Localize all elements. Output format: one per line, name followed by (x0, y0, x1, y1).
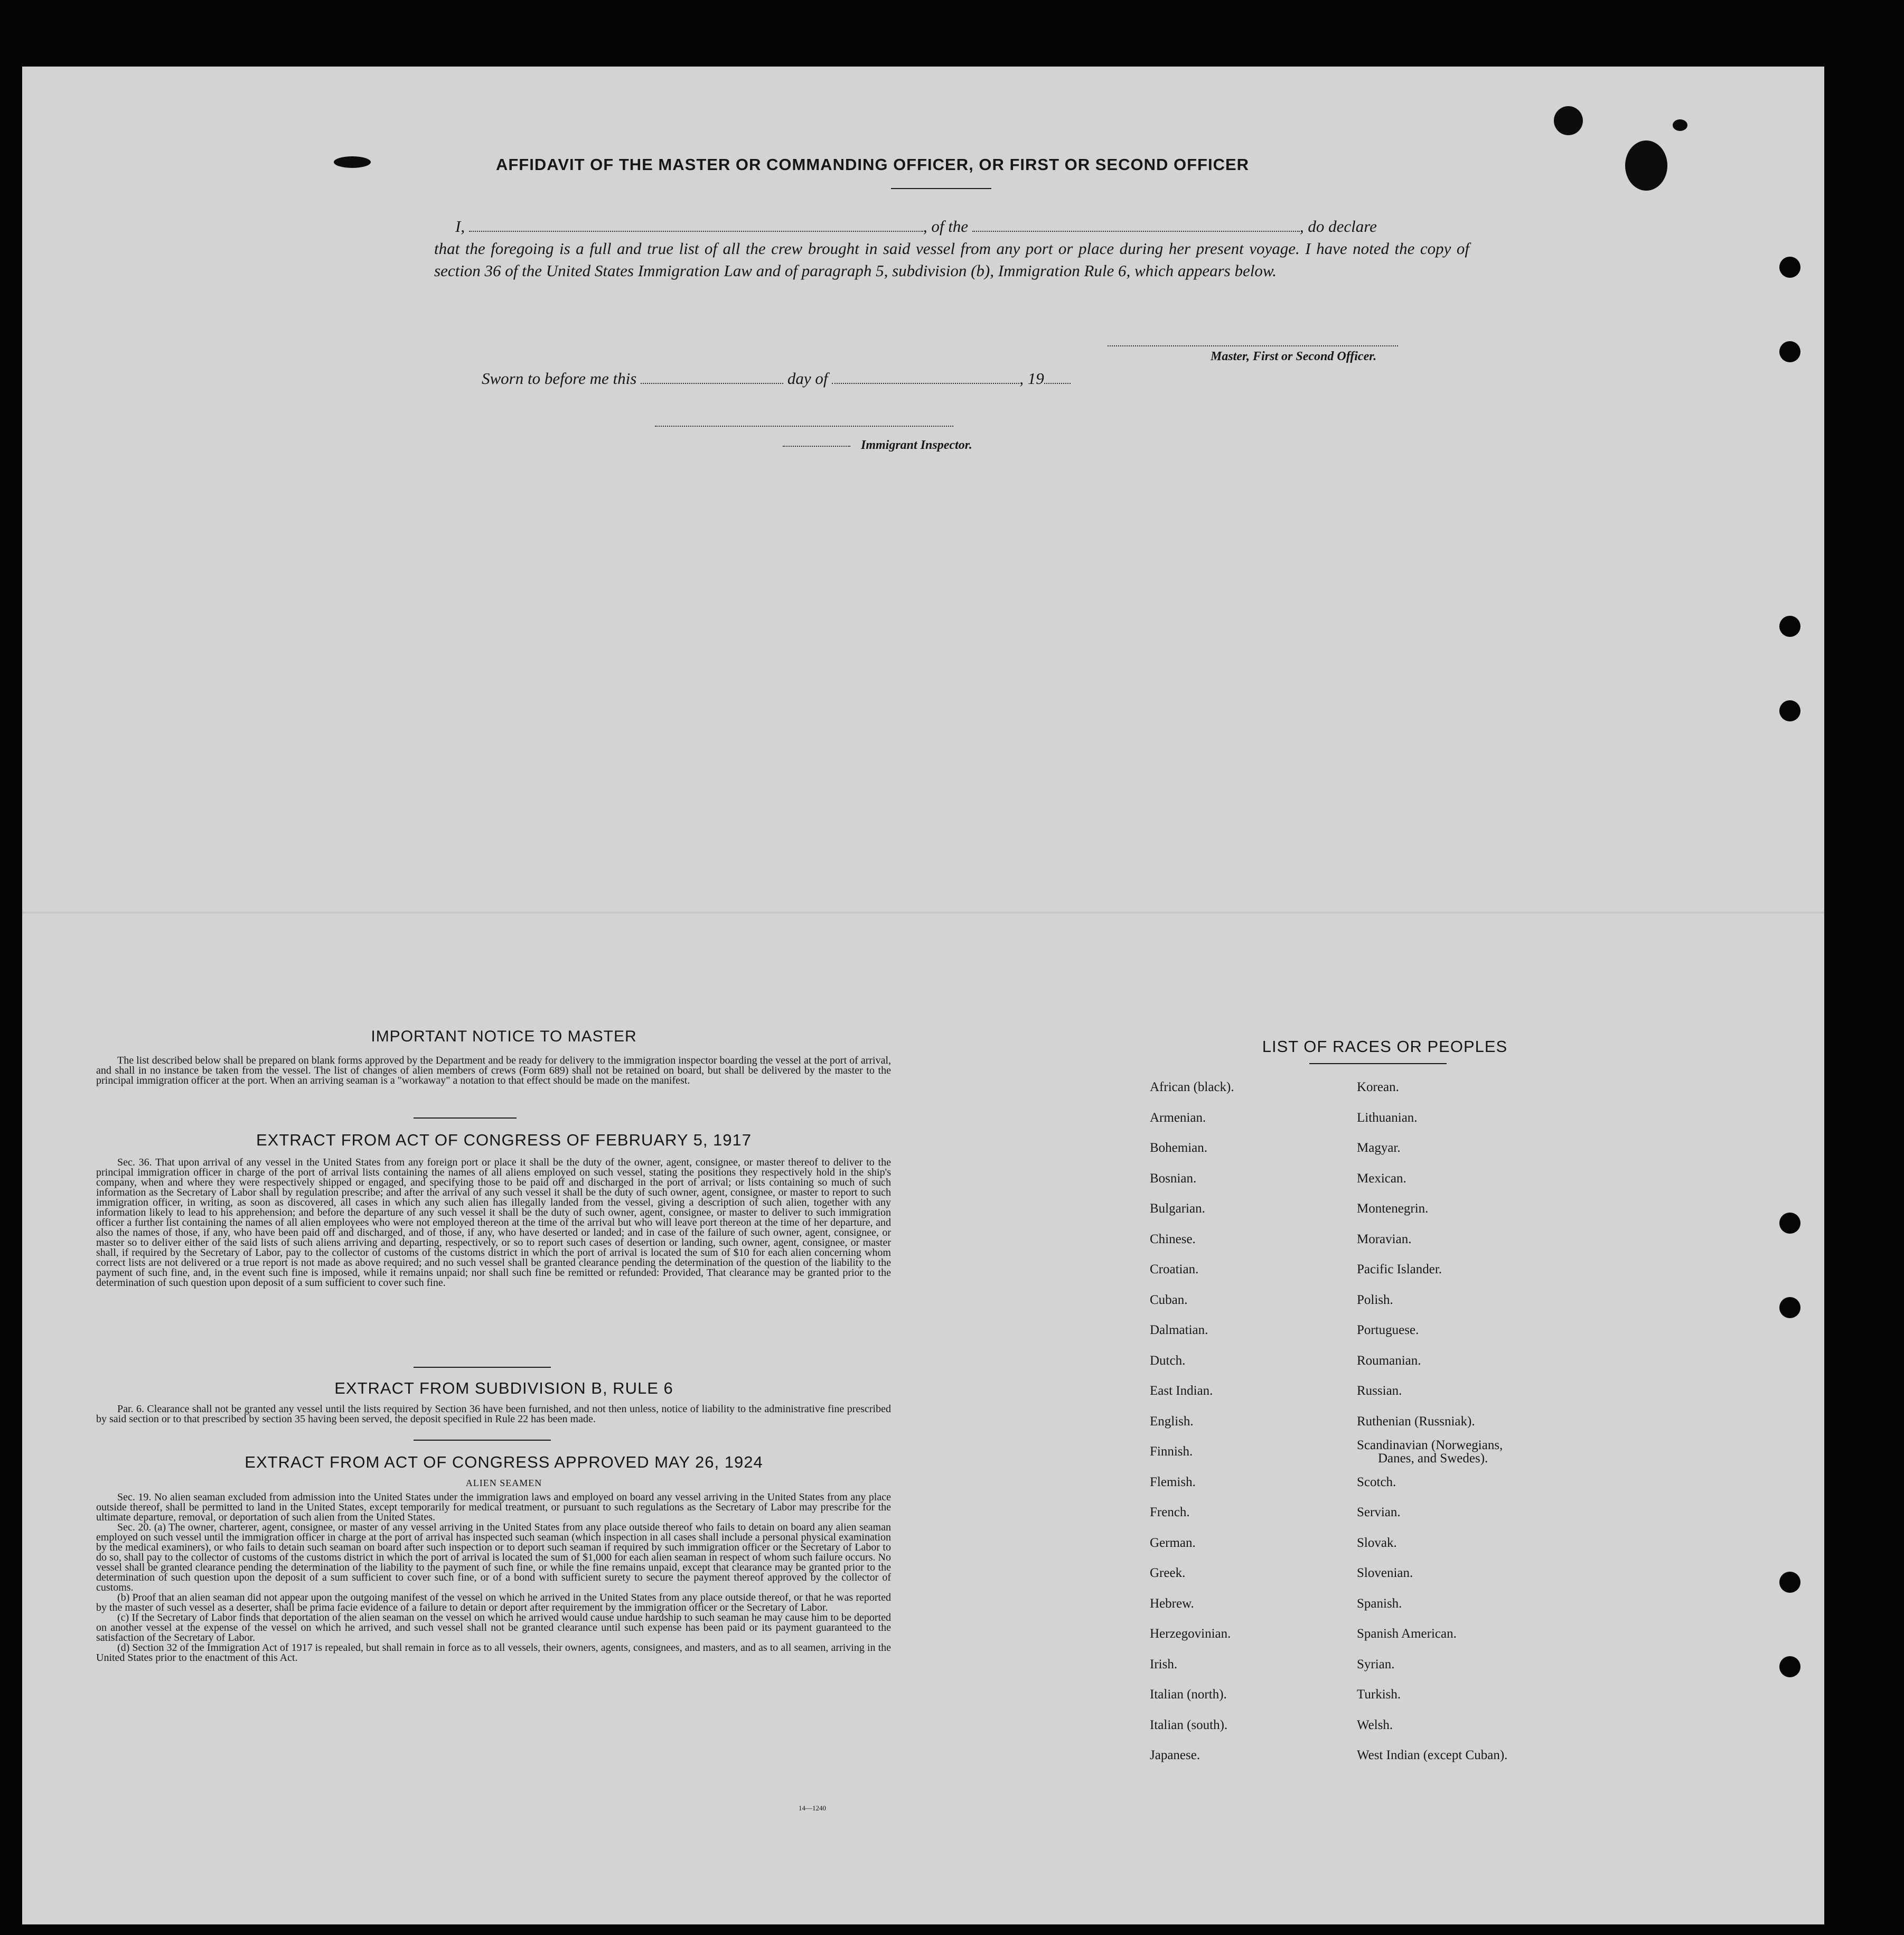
race-item: German. (1150, 1535, 1196, 1550)
of-the-label: , of the (923, 217, 969, 236)
race-item: Finnish. (1150, 1444, 1193, 1459)
race-item: Scotch. (1357, 1474, 1396, 1489)
race-item: Greek. (1150, 1566, 1186, 1580)
ink-smudge (1554, 106, 1583, 135)
race-item: Servian. (1357, 1505, 1401, 1519)
do-declare-label: , do declare (1299, 217, 1377, 236)
race-item: Polish. (1357, 1292, 1393, 1307)
race-item: Armenian. (1150, 1110, 1206, 1125)
extract-1924-title: EXTRACT FROM ACT OF CONGRESS APPROVED MAY 26, 1924 (245, 1453, 763, 1471)
year-label: , 19 (1019, 369, 1044, 388)
inspector-label: Immigrant Inspector. (861, 438, 972, 452)
sworn-line (482, 368, 1221, 390)
race-item: French. (1150, 1505, 1190, 1519)
race-item: Ruthenian (Russniak). (1357, 1414, 1475, 1429)
sec-19-paragraph: Sec. 19. No alien seaman excluded from admission into the United States under the immigration laws and employed on board any vessel arriving in the United States from any place outside thereof, shall be permitted to land in the United States, except temporarily for medical treatment, or pursuant to such regulations as the Secretary of Labor may prescribe for the ultimate departure, removal, or deportation of such alien from the United States. (96, 1491, 891, 1523)
sworn-label: Sworn to before me this (482, 369, 637, 388)
affidavit-body: that the foregoing is a full and true list of all the crew brought in said vessel from any port or place during her present voyage. I have noted the copy of section 36 of the United States Immigration Law and of paragraph 5, subdivision (b), Immigration Rule 6, which appears below. (434, 239, 1469, 280)
sworn-year-blank[interactable] (1044, 379, 1071, 384)
race-item: Dalmatian. (1150, 1323, 1208, 1337)
race-item: Japanese. (1150, 1748, 1200, 1762)
notice-text (96, 1056, 891, 1086)
binder-hole (1779, 1656, 1800, 1677)
race-item: Slovenian. (1357, 1566, 1413, 1580)
race-item: Montenegrin. (1357, 1201, 1429, 1216)
race-item: Irish. (1150, 1657, 1178, 1671)
binder-hole (1779, 1297, 1800, 1318)
race-item: Lithuanian. (1357, 1110, 1418, 1125)
master-signature-line[interactable] (1108, 341, 1398, 346)
race-item: Portuguese. (1357, 1323, 1419, 1337)
race-item: Moravian. (1357, 1232, 1412, 1246)
notice-title: IMPORTANT NOTICE TO MASTER (371, 1028, 637, 1045)
inspector-signature-line[interactable] (655, 421, 953, 427)
extract-rule6-title: EXTRACT FROM SUBDIVISION B, RULE 6 (334, 1379, 673, 1397)
race-item: Italian (north). (1150, 1687, 1227, 1702)
ink-smudge (1673, 119, 1687, 131)
name-blank[interactable] (469, 227, 923, 232)
race-item: Flemish. (1150, 1474, 1196, 1489)
notice-paragraph: The list described below shall be prepared on blank forms approved by the Department and be ready for delivery to the immigration inspector boarding the vessel at the port of arrival, and shall in no instance be taken from the vessel. The list of changes of alien members of crews (Form 689) shall not be retained on board, but shall be delivered by the master to the principal immigration officer at the port. When an arriving seaman is a "workaway" a notation to that effect should be made on the manifest. (96, 1055, 891, 1086)
affidavit-i-label: I, (455, 217, 465, 236)
race-item: Herzegovinian. (1150, 1627, 1231, 1641)
sworn-day-blank[interactable] (641, 379, 783, 384)
extract-1917-paragraph: Sec. 36. That upon arrival of any vessel in the United States from any foreign port or place it shall be the duty of the owner, agent, consignee, or master thereof to deliver to the principal immigration officer in charge of the port of arrival lists containing the names of all aliens employed on such vessel, stating the positions they respectively hold in the ship's company, when and where they were respectively shipped or engaged, and specifying those to be paid off and discharged in the port of arrival; or lists containing so much of such information as the Secretary of Labor shall by regulation prescribe; and after the arrival of any such vessel it shall be the duty of such owner, agent, consignee, or master to report to such immigration officer, in writing, as soon as discovered, all cases in which any such alien has illegally landed from the vessel, giving a description of such alien, together with any information likely to lead to his apprehension; and before the departure of any such vessel it shall be the duty of such owner, agent, consignee, or master to deliver to such immigration officer a further list containing the names of all alien employees who were not employed thereon at the time of the arrival but who will leave port thereon at the time of her departure, and also the names of those, if any, who have been paid off and discharged, and of those, if any, who have deserted or landed; and in case of the failure of such owner, agent, consignee, or master so to deliver either of the said lists of such aliens arriving and departing, respectively, or so to report such cases of desertion or landing, such owner, agent, consignee, or master shall, if required by the Secretary of Labor, pay to the collector of customs of the customs district in which the port of arrival is located the sum of $10 for each alien concerning whom correct lists are not delivered or a true report is not made as above required; and no such vessel shall be granted clearance pending the determination of the question of the liability to the payment of such fine, and, in the event such fine is imposed, while it remains unpaid; nor shall such fine be remitted or refunded: Provided, That clearance may be granted prior to the determination of such question upon deposit of a sum sufficient to cover such fine. (96, 1157, 891, 1289)
race-item: Cuban. (1150, 1292, 1188, 1307)
race-item: Chinese. (1150, 1232, 1196, 1246)
race-item: Hebrew. (1150, 1596, 1194, 1611)
binder-hole (1779, 616, 1800, 637)
extract-1917-rule (414, 1367, 551, 1368)
race-item: Welsh. (1357, 1717, 1393, 1732)
race-item: Bosnian. (1150, 1171, 1197, 1186)
binder-hole (1779, 700, 1800, 721)
binder-hole (1779, 341, 1800, 362)
affidavit-title: AFFIDAVIT OF THE MASTER OR COMMANDING OFFICER, OR FIRST OR SECOND OFFICER (495, 155, 1250, 174)
race-item: African (black). (1150, 1080, 1234, 1094)
race-item: Italian (south). (1150, 1717, 1228, 1732)
race-item: Roumanian. (1357, 1353, 1421, 1368)
extract-1924-subtitle: ALIEN SEAMEN (465, 1478, 542, 1488)
race-item: Turkish. (1357, 1687, 1401, 1702)
races-title-rule (1309, 1063, 1447, 1064)
notice-rule (414, 1117, 517, 1119)
extract-rule6-rule (414, 1440, 551, 1441)
binder-hole (1779, 1213, 1800, 1234)
race-item: Pacific Islander. (1357, 1262, 1442, 1276)
race-item: Dutch. (1150, 1353, 1186, 1368)
race-item: English. (1150, 1414, 1194, 1429)
race-item: Magyar. (1357, 1141, 1401, 1155)
document-page (22, 67, 1824, 1924)
master-signature-label: Master, First or Second Officer. (1211, 350, 1377, 363)
race-item: Scandinavian (Norwegians, Danes, and Swedes). (1357, 1438, 1503, 1466)
affidavit-declaration-line (434, 215, 1469, 238)
race-item: Korean. (1357, 1080, 1399, 1094)
day-of-label: day of (787, 369, 828, 388)
extract-1917-text (96, 1158, 891, 1288)
ink-smudge (334, 156, 371, 168)
binder-hole (1779, 1572, 1800, 1593)
sec-20a-paragraph: Sec. 20. (a) The owner, charterer, agent, consignee, or master of any vessel arriving in the United States from any place outside thereof who fails to detain on board any alien seaman employed on such vessel until the immigration officer in charge at the port of arrival has inspected such seaman (which inspection in all cases shall include a personal physical examination by the medical examiners), or who fails to detain such seaman on board after such inspection or to deport such seaman if required by such immigration officer or the Secretary of Labor to do so, shall pay to the collector of customs of the customs district in which the port of arrival is located the sum of $1,000 for each alien seaman in respect of whom such failure occurs. No vessel shall be granted clearance pending the determination of the liability to the payment of such fine, or while the fine remains unpaid, except that clearance may be granted prior to the determination of such question upon the deposit of a sum sufficient to cover such fine, or of a bond with sufficient surety to secure the payment thereof approved by the collector of customs. (96, 1521, 891, 1593)
vessel-blank[interactable] (972, 227, 1300, 232)
races-title: LIST OF RACES OR PEOPLES (1262, 1037, 1508, 1056)
sec-20c-paragraph: (c) If the Secretary of Labor finds that deportation of the alien seaman on the vessel on which he arrived would cause undue hardship to such seaman he may cause him to be deported on another vessel at the expense of the vessel on which he arrived, and such vessel shall not be granted clearance until such expense has been paid or its payment guaranteed to the satisfaction of the Secretary of Labor. (96, 1612, 891, 1643)
race-item: East Indian. (1150, 1384, 1213, 1398)
race-item: Bulgarian. (1150, 1201, 1205, 1216)
race-item: West Indian (except Cuban). (1357, 1748, 1508, 1762)
race-item: Mexican. (1357, 1171, 1406, 1186)
race-item: Russian. (1357, 1384, 1402, 1398)
race-item: Bohemian. (1150, 1141, 1208, 1155)
race-item: Slovak. (1357, 1535, 1397, 1550)
sworn-month-blank[interactable] (832, 379, 1019, 384)
affidavit-title-rule (891, 188, 991, 189)
sec-20d-paragraph: (d) Section 32 of the Immigration Act of 1917 is repealed, but shall remain in force as to all vessels, their owners, agents, consignees, and masters, and as to all seamen, arriving in the United States prior to the enactment of this Act. (96, 1642, 891, 1664)
race-item: Syrian. (1357, 1657, 1395, 1671)
race-item: Spanish. (1357, 1596, 1402, 1611)
page-fold-line (22, 912, 1824, 914)
extract-rule6-paragraph: Par. 6. Clearance shall not be granted any vessel until the lists required by Section 36 have been furnished, and not then unless, notice of liability to the administrative fine prescribed by said section or to that prescribed by section 35 having been served, the deposit specified in Rule 22 has been made. (96, 1403, 891, 1425)
extract-1917-title: EXTRACT FROM ACT OF CONGRESS OF FEBRUARY 5, 1917 (256, 1131, 752, 1149)
extract-rule6-text (96, 1404, 891, 1424)
ink-smudge (1625, 140, 1667, 191)
binder-hole (1779, 257, 1800, 278)
inspector-prefix-line (783, 442, 850, 447)
race-item: Croatian. (1150, 1262, 1199, 1276)
extract-1924-text (96, 1492, 891, 1663)
race-item: Spanish American. (1357, 1627, 1457, 1641)
sec-20b-paragraph: (b) Proof that an alien seaman did not appear upon the outgoing manifest of the vessel on which he arrived in the United States from any place outside thereof, or that he was reported by the master of such vessel as a deserter, shall be prima facie evidence of a failure to detain or deport after requirement by the immigration officer or the Secretary of Labor. (96, 1592, 891, 1613)
form-number: 14—1240 (799, 1804, 826, 1812)
